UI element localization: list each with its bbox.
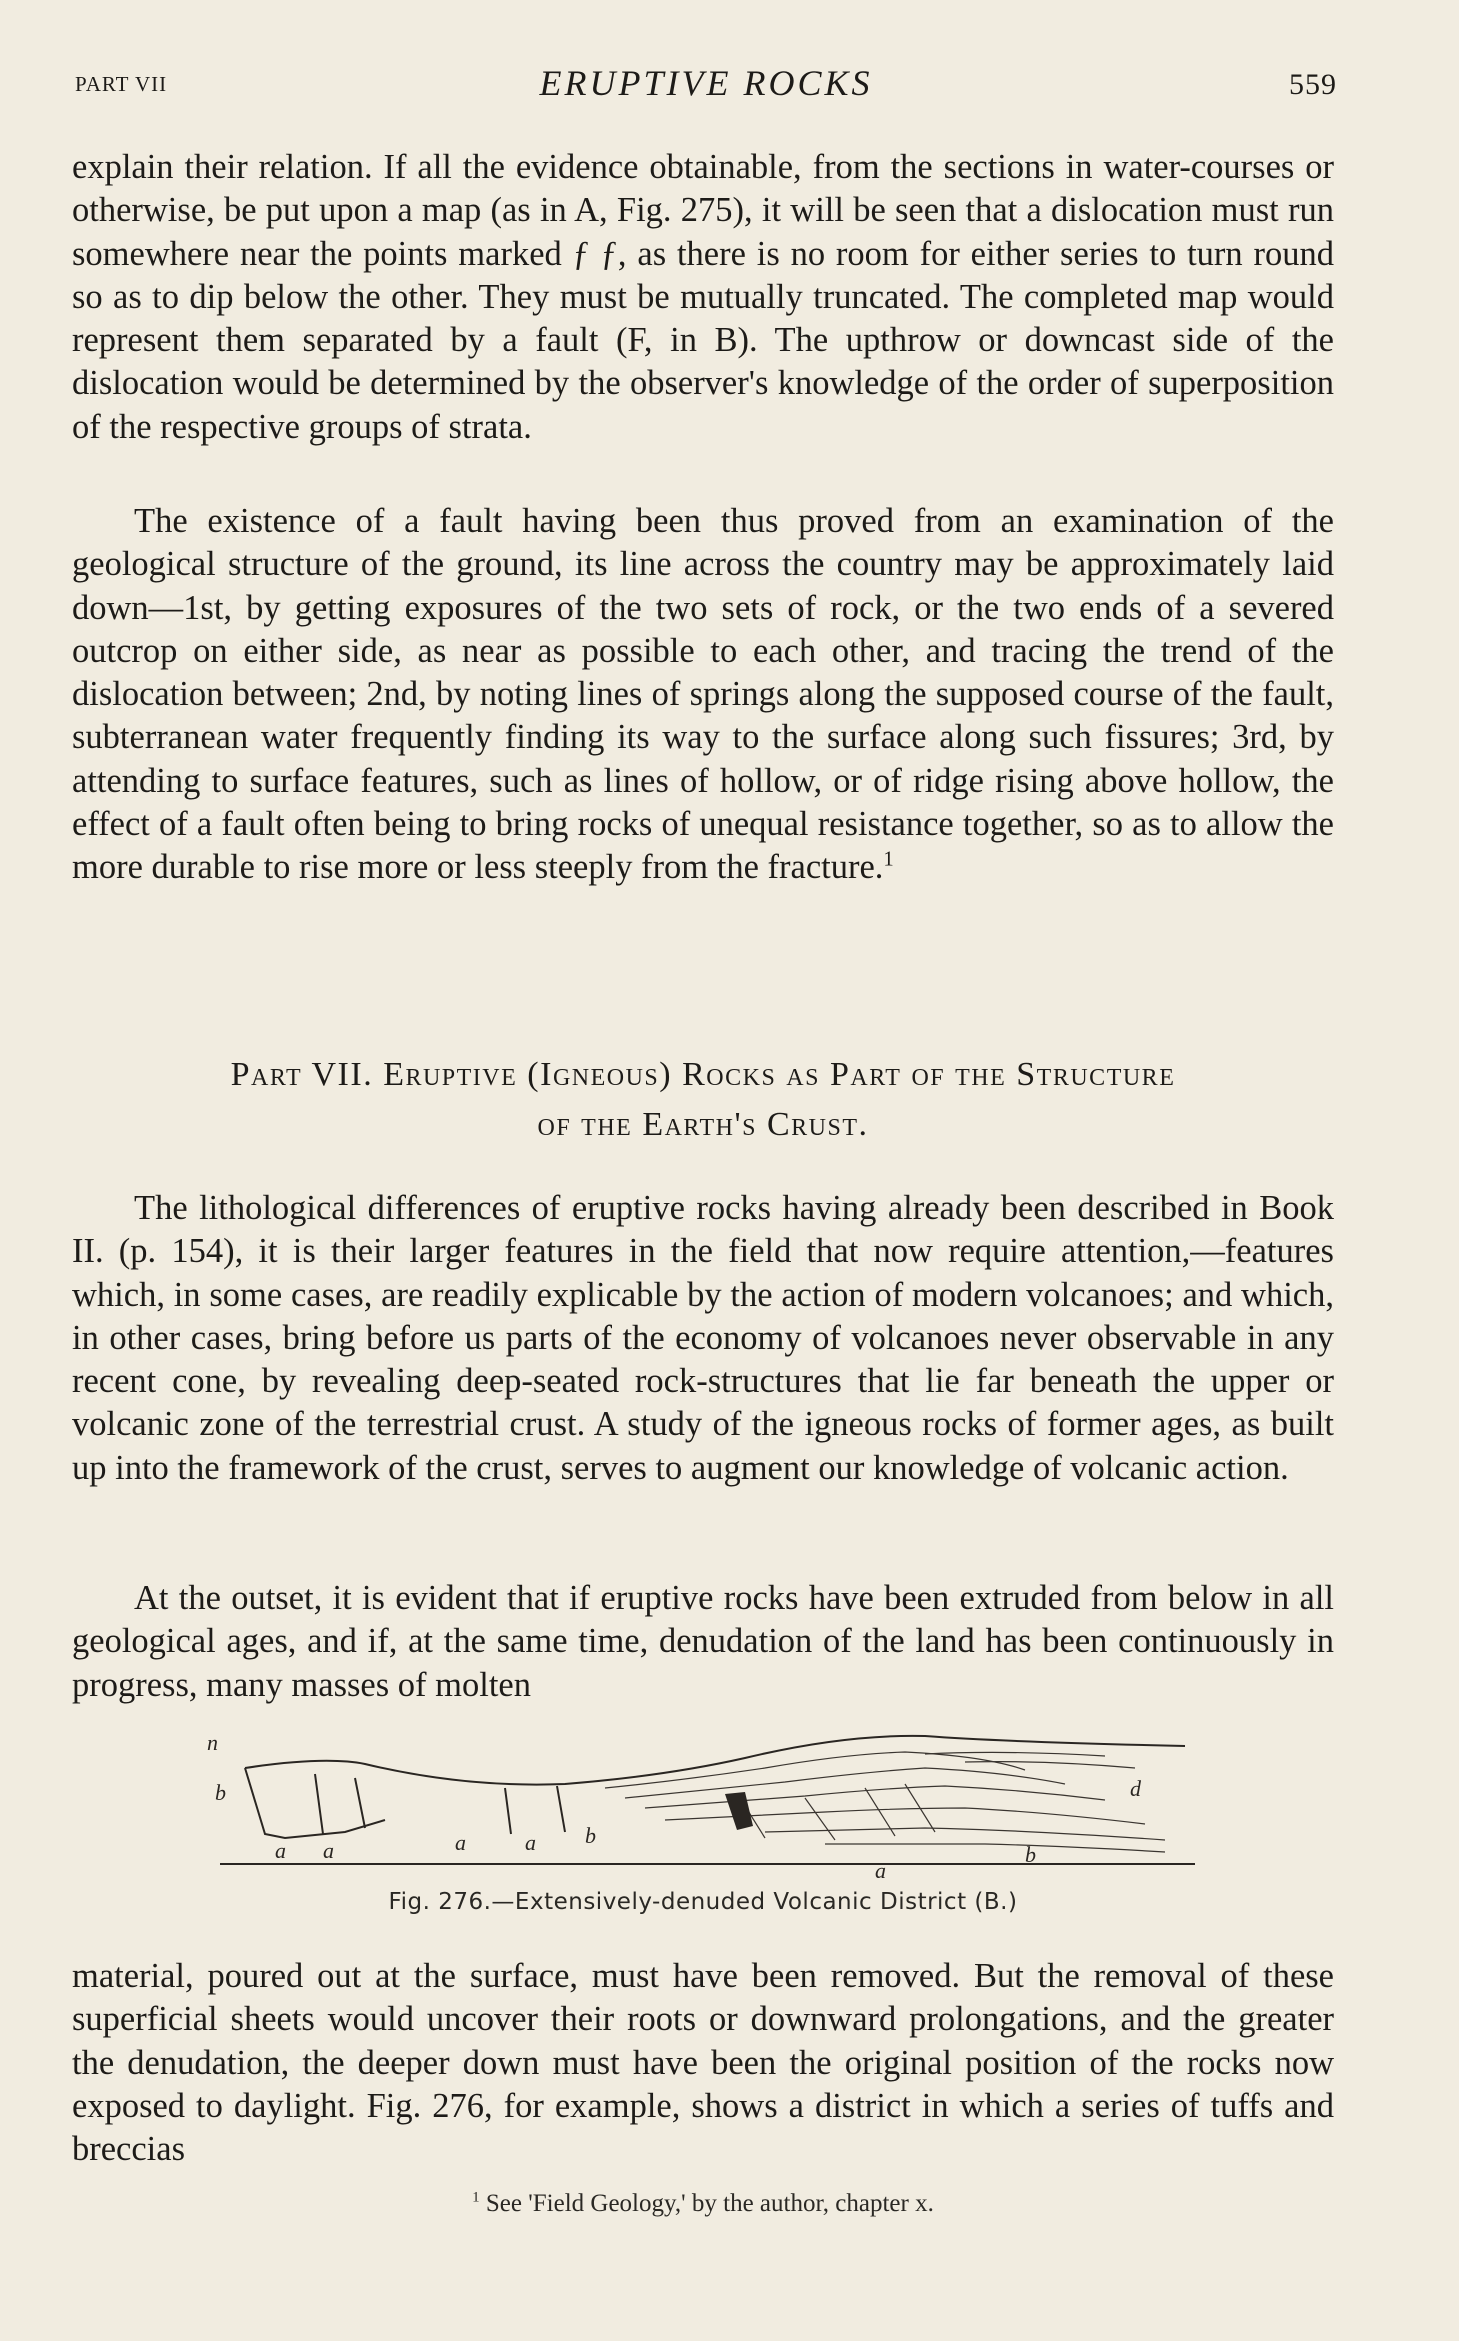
running-head-part: PART VII xyxy=(75,72,168,96)
running-head-title: ERUPTIVE ROCKS xyxy=(539,63,873,103)
figure-upper-strata xyxy=(925,1752,1135,1768)
section-heading-line-2: of the Earth's Crust. xyxy=(537,1106,869,1143)
figure-dark-mass xyxy=(725,1792,753,1830)
footnote-reference: 1 xyxy=(883,848,894,871)
footnote xyxy=(72,2190,1334,2218)
figure-label-d: d xyxy=(1130,1776,1141,1801)
figure-label-a-2: a xyxy=(323,1838,334,1863)
footnote-marker: 1 xyxy=(472,2189,480,2206)
paragraph-2 xyxy=(72,500,1334,890)
figure-label-b-middle: b xyxy=(585,1823,596,1848)
figure-label-b-left: b xyxy=(215,1780,226,1805)
figure-stratum-2 xyxy=(625,1768,1065,1798)
figure-caption: Fig. 276.—Extensively-denuded Volcanic District (B.) xyxy=(388,1889,1018,1915)
figure-dykes xyxy=(315,1774,565,1834)
page-number: 559 xyxy=(1289,68,1337,101)
figure-surface-profile xyxy=(245,1736,1185,1785)
section-heading xyxy=(72,1050,1334,1150)
paragraph-3: The lithological differences of eruptive rocks having already been described in Book II. (p. 154), it is their larger features in the field that now require attention,—features which, in some cases, are readily explicable by the action of modern volcanoes; and which, in other cases, bring before us parts of the economy of volcanoes never observable in any recent cone, by revealing deep-seated rock-structures that lie far beneath the upper or volcanic zone of the terrestrial crust. A study of the igneous rocks of former ages, as built up into the framework of the crust, serves to augment our knowledge of volcanic action. xyxy=(72,1189,1334,1487)
figure-dark-dyke xyxy=(725,1792,753,1830)
paragraph-2-text: The existence of a fault having been thus proved from an examination of the geological structure of the ground, its line across the country may be approximately laid down—1st, by getting exposures of the two sets of rock, or the two ends of a severed outcrop on either side, as near as possible to each other, and tracing the trend of the dislocation between; 2nd, by noting lines of springs along the supposed course of the fault, subterranean water frequently finding its way to the surface along such fissures; 3rd, by attending to surface features, such as lines of hollow, or of ridge rising above hollow, the effect of a fault often being to bring rocks of unequal resistance together, so as to allow the more durable to rise more or less steeply from the fracture. xyxy=(72,502,1334,887)
section-heading-line-1: Part VII. Eruptive (Igneous) Rocks as Part of the Structure xyxy=(230,1056,1176,1093)
figure-stratum-5 xyxy=(765,1828,1165,1840)
paragraph-4: At the outset, it is evident that if eruptive rocks have been extruded from below in all geological ages, and if, at the same time, denudation of the land has been continuously in progress, many masses of molten xyxy=(72,1579,1334,1704)
figure-label-a-4: a xyxy=(525,1830,536,1855)
paragraph-5: material, poured out at the surface, must have been removed. But the removal of these superficial sheets would uncover their roots or downward prolongations, and the greater the denudation, the deeper down must have been the original position of the rocks now exposed to daylight. Fig. 276, for example, shows a district in which a series of tuffs and breccias xyxy=(72,1957,1334,2169)
figure-label-a-3: a xyxy=(455,1830,466,1855)
figure-label-a-1: a xyxy=(275,1838,286,1863)
figure-276-volcanic-district xyxy=(205,1728,1195,1878)
paragraph-1: explain their relation. If all the evidence obtainable, from the sections in water-courses or otherwise, be put upon a map (as in A, Fig. 275), it will be seen that a dislocation must run somewhere near the points marked ƒ ƒ, as there is no room for either series to turn round so as to dip below the other. They must be mutually truncated. The completed map would represent them separated by a fault (F, in B). The upthrow or downcast side of the dislocation would be determined by the observer's knowledge of the order of superposition of the respective groups of strata. xyxy=(72,148,1334,446)
figure-label-n: n xyxy=(207,1730,218,1755)
figure-label-a-5: a xyxy=(875,1858,886,1878)
footnote-text: See 'Field Geology,' by the author, chapter x. xyxy=(485,2190,934,2217)
running-head xyxy=(75,62,1337,112)
figure-stratum-6 xyxy=(825,1844,1165,1852)
figure-label-b-right: b xyxy=(1025,1842,1036,1867)
